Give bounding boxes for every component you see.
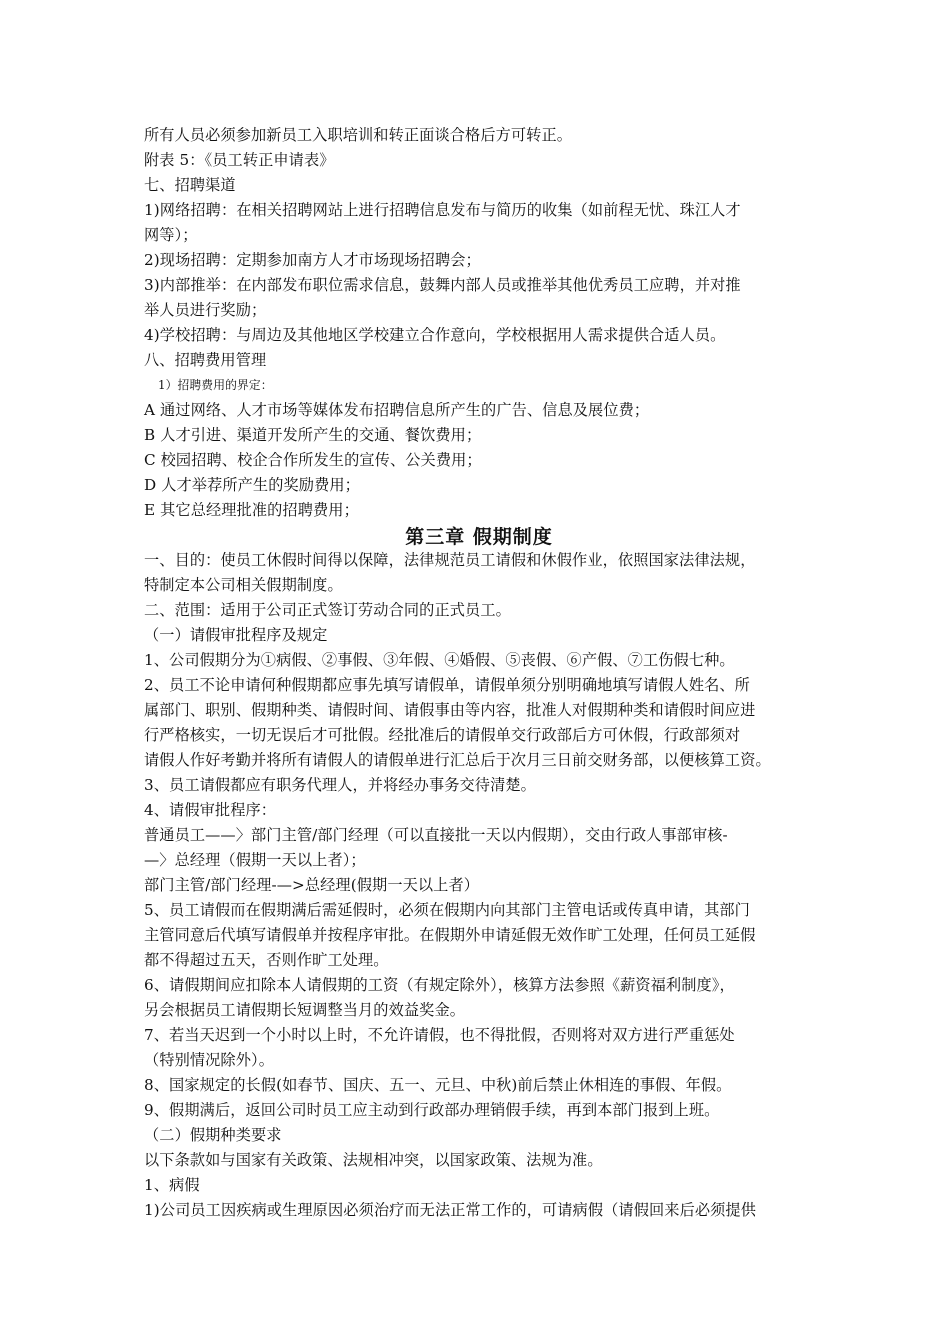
text-line: —〉总经理（假期一天以上者）； <box>144 851 366 869</box>
text-line: 2)现场招聘：定期参加南方人才市场现场招聘会； <box>144 251 481 269</box>
text-line: 请假人作好考勤并将所有请假人的请假单进行汇总后于次月三日前交财务部，以便核算工资。 <box>144 751 771 769</box>
text-line: 1)公司员工因疾病或生理原因必须治疗而无法正常工作的，可请病假（请假回来后必须提供 <box>144 1201 757 1219</box>
text-line: 6、请假期间应扣除本人请假期的工资（有规定除外），核算方法参照《薪资福利制度》， <box>144 976 735 994</box>
section-heading: 1、病假 <box>144 1176 200 1194</box>
text-line: 所有人员必须参加新员工入职培训和转正面谈合格后方可转正。 <box>144 126 573 144</box>
document-page <box>144 123 814 1223</box>
text-line: 3、员工请假都应有职务代理人，并将经办事务交待清楚。 <box>144 776 536 794</box>
text-line: 3)内部推举：在内部发布职位需求信息，鼓舞内部人员或推举其他优秀员工应聘，并对推 <box>144 276 741 294</box>
text-line: 部门主管/部门经理-—>总经理(假期一天以上者） <box>144 876 480 894</box>
text-line: 1、公司假期分为①病假、②事假、③年假、④婚假、⑤丧假、⑥产假、⑦工伤假七种。 <box>144 651 735 669</box>
text-line: 属部门、职别、假期种类、请假时间、请假事由等内容，批准人对假期种类和请假时间应进 <box>144 701 756 719</box>
text-line: E 其它总经理批准的招聘费用； <box>144 501 359 519</box>
text-line: C 校园招聘、校企合作所发生的宣传、公关费用； <box>144 451 482 469</box>
section-heading: （二）假期种类要求 <box>144 1126 282 1144</box>
text-line: 都不得超过五天，否则作旷工处理。 <box>144 951 389 969</box>
text-line: 普通员工——〉部门主管/部门经理（可以直接批一天以内假期），交由行政人事部审核- <box>144 826 728 844</box>
text-line: 5、员工请假而在假期满后需延假时，必须在假期内向其部门主管电话或传真申请，其部门 <box>144 901 750 919</box>
text-line: 特制定本公司相关假期制度。 <box>144 576 343 594</box>
text-line: 二、范围：适用于公司正式签订劳动合同的正式员工。 <box>144 601 511 619</box>
text-line: 4、请假审批程序： <box>144 801 277 819</box>
text-line: 1）招聘费用的界定： <box>158 378 273 392</box>
text-line: 以下条款如与国家有关政策、法规相冲突，以国家政策、法规为准。 <box>144 1151 603 1169</box>
text-line: 网等）； <box>144 226 198 244</box>
text-line: 7、若当天迟到一个小时以上时，不允许请假，也不得批假，否则将对双方进行严重惩处 <box>144 1026 735 1044</box>
text-line: （特别情况除外）。 <box>144 1051 274 1069</box>
text-line: A 通过网络、人才市场等媒体发布招聘信息所产生的广告、信息及展位费； <box>144 401 650 419</box>
text-line: B 人才引进、渠道开发所产生的交通、餐饮费用； <box>144 426 482 444</box>
text-line: 2、员工不论申请何种假期都应事先填写请假单，请假单须分别明确地填写请假人姓名、所 <box>144 676 750 694</box>
text-line: 一、目的：使员工休假时间得以保障，法律规范员工请假和休假作业，依照国家法律法规， <box>144 551 756 569</box>
section-heading: 七、招聘渠道 <box>144 176 236 194</box>
text-line: 1)网络招聘：在相关招聘网站上进行招聘信息发布与简历的收集（如前程无忧、珠江人才 <box>144 201 741 219</box>
text-line: 行严格核实，一切无误后才可批假。经批准后的请假单交行政部后方可休假，行政部须对 <box>144 726 741 744</box>
text-line: 主管同意后代填写请假单并按程序审批。在假期外申请延假无效作旷工处理，任何员工延假 <box>144 926 756 944</box>
text-line: D 人才举荐所产生的奖励费用； <box>144 476 360 494</box>
section-heading: （一）请假审批程序及规定 <box>144 626 328 644</box>
text-line: 举人员进行奖励； <box>144 301 267 319</box>
text-line: 4)学校招聘：与周边及其他地区学校建立合作意向，学校根据用人需求提供合适人员。 <box>144 326 726 344</box>
chapter-title: 第三章 假期制度 <box>405 526 553 548</box>
text-line: 附表 5：《员工转正申请表》 <box>144 151 335 169</box>
text-line: 9、假期满后，返回公司时员工应主动到行政部办理销假手续，再到本部门报到上班。 <box>144 1101 720 1119</box>
section-heading: 八、招聘费用管理 <box>144 351 267 369</box>
text-line: 8、国家规定的长假(如春节、国庆、五一、元旦、中秋)前后禁止休相连的事假、年假。 <box>144 1076 732 1094</box>
text-line: 另会根据员工请假期长短调整当月的效益奖金。 <box>144 1001 466 1019</box>
